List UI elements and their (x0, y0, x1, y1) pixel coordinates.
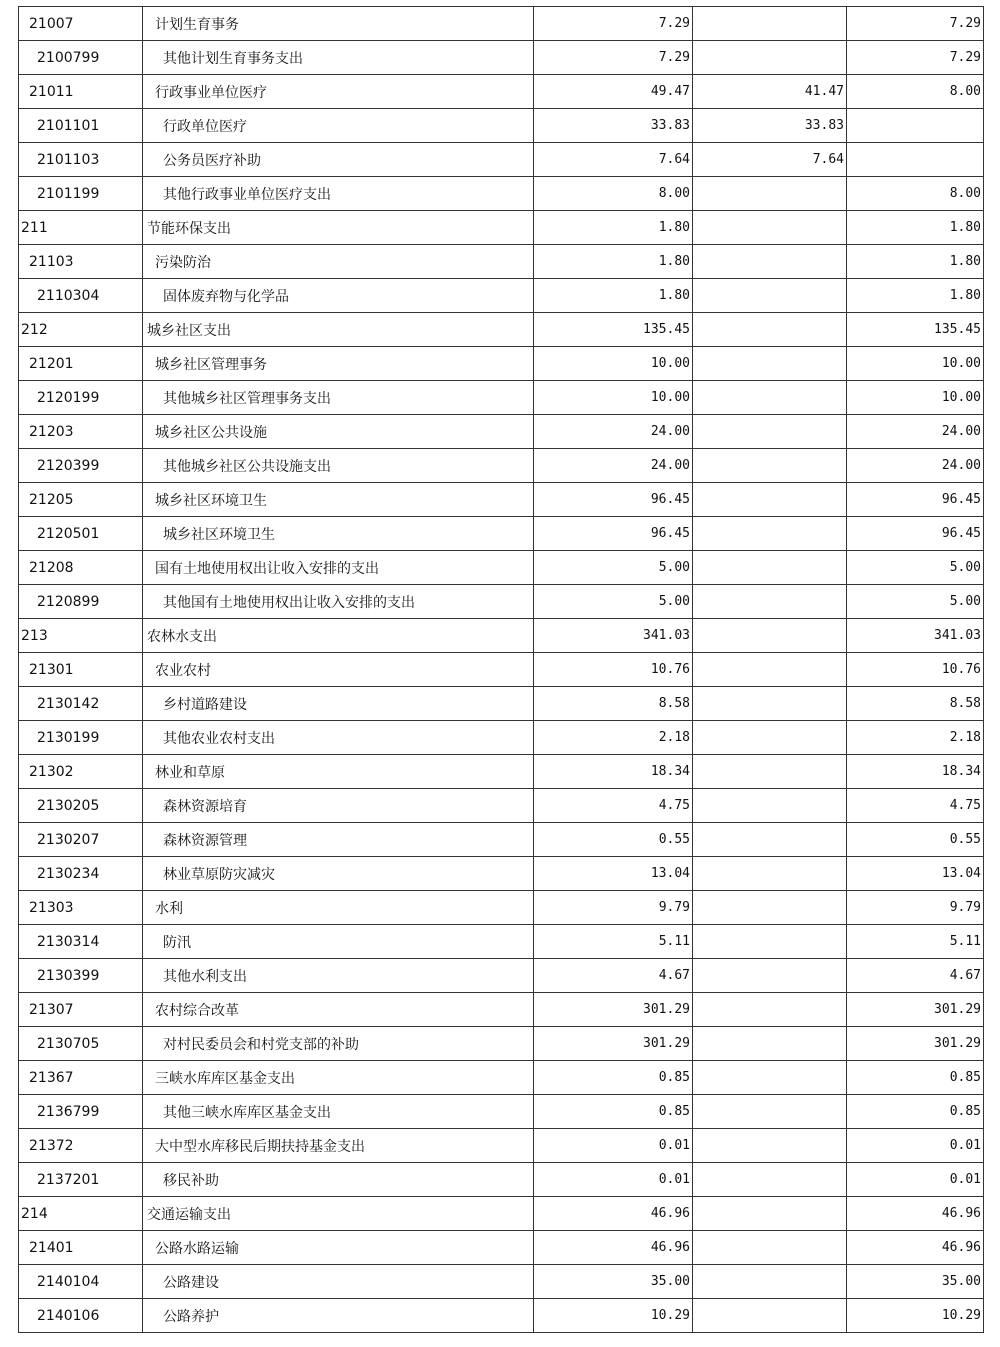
project-cell: 0.01 (847, 1129, 984, 1163)
code-cell: 2140106 (19, 1299, 143, 1333)
code-cell: 2130199 (19, 721, 143, 755)
name-cell: 公路养护 (143, 1299, 534, 1333)
name-cell: 农村综合改革 (143, 993, 534, 1027)
basic-cell: 33.83 (693, 109, 847, 143)
budget-table (18, 6, 984, 1333)
basic-cell (693, 551, 847, 585)
name-cell: 乡村道路建设 (143, 687, 534, 721)
project-cell: 1.80 (847, 211, 984, 245)
table-row (19, 959, 984, 993)
basic-cell (693, 245, 847, 279)
basic-cell (693, 177, 847, 211)
basic-cell (693, 857, 847, 891)
basic-cell (693, 585, 847, 619)
project-cell: 13.04 (847, 857, 984, 891)
project-cell: 1.80 (847, 279, 984, 313)
total-cell: 0.85 (534, 1061, 693, 1095)
table-row (19, 177, 984, 211)
name-cell: 大中型水库移民后期扶持基金支出 (143, 1129, 534, 1163)
name-cell: 林业草原防灾减灾 (143, 857, 534, 891)
total-cell: 1.80 (534, 245, 693, 279)
basic-cell (693, 1095, 847, 1129)
basic-cell (693, 687, 847, 721)
project-cell: 10.76 (847, 653, 984, 687)
total-cell: 4.67 (534, 959, 693, 993)
name-cell: 其他水利支出 (143, 959, 534, 993)
table-row (19, 789, 984, 823)
project-cell: 10.29 (847, 1299, 984, 1333)
code-cell: 2101199 (19, 177, 143, 211)
basic-cell (693, 7, 847, 41)
table-row (19, 1027, 984, 1061)
total-cell: 18.34 (534, 755, 693, 789)
name-cell: 污染防治 (143, 245, 534, 279)
table-row (19, 517, 984, 551)
basic-cell (693, 619, 847, 653)
code-cell: 21302 (19, 755, 143, 789)
project-cell: 1.80 (847, 245, 984, 279)
code-cell: 2130314 (19, 925, 143, 959)
basic-cell (693, 1197, 847, 1231)
name-cell: 固体废弃物与化学品 (143, 279, 534, 313)
total-cell: 49.47 (534, 75, 693, 109)
code-cell: 2100799 (19, 41, 143, 75)
total-cell: 46.96 (534, 1197, 693, 1231)
basic-cell (693, 925, 847, 959)
total-cell: 46.96 (534, 1231, 693, 1265)
table-row (19, 551, 984, 585)
project-cell: 24.00 (847, 415, 984, 449)
total-cell: 0.85 (534, 1095, 693, 1129)
total-cell: 301.29 (534, 993, 693, 1027)
project-cell: 7.29 (847, 7, 984, 41)
table-row (19, 1129, 984, 1163)
name-cell: 交通运输支出 (143, 1197, 534, 1231)
project-cell (847, 109, 984, 143)
basic-cell (693, 959, 847, 993)
table-row (19, 721, 984, 755)
code-cell: 21201 (19, 347, 143, 381)
name-cell: 国有土地使用权出让收入安排的支出 (143, 551, 534, 585)
total-cell: 13.04 (534, 857, 693, 891)
total-cell: 0.01 (534, 1163, 693, 1197)
table-row (19, 993, 984, 1027)
total-cell: 10.76 (534, 653, 693, 687)
total-cell: 5.00 (534, 551, 693, 585)
code-cell: 214 (19, 1197, 143, 1231)
name-cell: 其他城乡社区管理事务支出 (143, 381, 534, 415)
total-cell: 24.00 (534, 415, 693, 449)
basic-cell (693, 279, 847, 313)
basic-cell (693, 1231, 847, 1265)
basic-cell (693, 789, 847, 823)
basic-cell: 7.64 (693, 143, 847, 177)
code-cell: 2101103 (19, 143, 143, 177)
name-cell: 城乡社区管理事务 (143, 347, 534, 381)
name-cell: 计划生育事务 (143, 7, 534, 41)
code-cell: 2130207 (19, 823, 143, 857)
project-cell: 9.79 (847, 891, 984, 925)
table-row (19, 41, 984, 75)
table-row (19, 1163, 984, 1197)
name-cell: 移民补助 (143, 1163, 534, 1197)
total-cell: 301.29 (534, 1027, 693, 1061)
name-cell: 公路水路运输 (143, 1231, 534, 1265)
code-cell: 21011 (19, 75, 143, 109)
project-cell: 0.85 (847, 1095, 984, 1129)
name-cell: 城乡社区环境卫生 (143, 483, 534, 517)
project-cell: 35.00 (847, 1265, 984, 1299)
project-cell: 96.45 (847, 517, 984, 551)
table-row (19, 1061, 984, 1095)
code-cell: 212 (19, 313, 143, 347)
name-cell: 其他国有土地使用权出让收入安排的支出 (143, 585, 534, 619)
project-cell: 135.45 (847, 313, 984, 347)
budget-table-body (19, 7, 984, 1333)
table-row (19, 891, 984, 925)
code-cell: 21301 (19, 653, 143, 687)
total-cell: 4.75 (534, 789, 693, 823)
code-cell: 21307 (19, 993, 143, 1027)
name-cell: 农林水支出 (143, 619, 534, 653)
total-cell: 341.03 (534, 619, 693, 653)
total-cell: 8.58 (534, 687, 693, 721)
table-row (19, 1265, 984, 1299)
name-cell: 其他三峡水库库区基金支出 (143, 1095, 534, 1129)
table-row (19, 245, 984, 279)
code-cell: 2137201 (19, 1163, 143, 1197)
table-row (19, 755, 984, 789)
project-cell: 301.29 (847, 993, 984, 1027)
table-row (19, 1231, 984, 1265)
total-cell: 7.29 (534, 7, 693, 41)
total-cell: 9.79 (534, 891, 693, 925)
basic-cell (693, 1027, 847, 1061)
code-cell: 2130705 (19, 1027, 143, 1061)
code-cell: 21303 (19, 891, 143, 925)
table-row (19, 925, 984, 959)
total-cell: 135.45 (534, 313, 693, 347)
table-row (19, 619, 984, 653)
name-cell: 城乡社区公共设施 (143, 415, 534, 449)
basic-cell (693, 721, 847, 755)
table-row (19, 279, 984, 313)
name-cell: 林业和草原 (143, 755, 534, 789)
total-cell: 10.29 (534, 1299, 693, 1333)
project-cell: 0.85 (847, 1061, 984, 1095)
code-cell: 2130205 (19, 789, 143, 823)
total-cell: 0.01 (534, 1129, 693, 1163)
table-row (19, 313, 984, 347)
code-cell: 211 (19, 211, 143, 245)
table-row (19, 109, 984, 143)
name-cell: 公路建设 (143, 1265, 534, 1299)
table-row (19, 7, 984, 41)
code-cell: 21103 (19, 245, 143, 279)
project-cell: 8.00 (847, 177, 984, 211)
table-row (19, 823, 984, 857)
code-cell: 213 (19, 619, 143, 653)
code-cell: 21007 (19, 7, 143, 41)
code-cell: 21208 (19, 551, 143, 585)
name-cell: 公务员医疗补助 (143, 143, 534, 177)
name-cell: 水利 (143, 891, 534, 925)
total-cell: 0.55 (534, 823, 693, 857)
table-row (19, 483, 984, 517)
name-cell: 防汛 (143, 925, 534, 959)
total-cell: 2.18 (534, 721, 693, 755)
code-cell: 2130234 (19, 857, 143, 891)
code-cell: 2110304 (19, 279, 143, 313)
basic-cell (693, 313, 847, 347)
total-cell: 1.80 (534, 211, 693, 245)
basic-cell (693, 755, 847, 789)
total-cell: 7.64 (534, 143, 693, 177)
project-cell: 5.00 (847, 551, 984, 585)
name-cell: 三峡水库库区基金支出 (143, 1061, 534, 1095)
name-cell: 对村民委员会和村党支部的补助 (143, 1027, 534, 1061)
code-cell: 2130142 (19, 687, 143, 721)
name-cell: 森林资源管理 (143, 823, 534, 857)
project-cell: 18.34 (847, 755, 984, 789)
code-cell: 21372 (19, 1129, 143, 1163)
project-cell: 10.00 (847, 347, 984, 381)
table-row (19, 653, 984, 687)
name-cell: 行政事业单位医疗 (143, 75, 534, 109)
table-row (19, 1197, 984, 1231)
project-cell: 301.29 (847, 1027, 984, 1061)
total-cell: 10.00 (534, 347, 693, 381)
table-row (19, 857, 984, 891)
table-row (19, 143, 984, 177)
project-cell: 8.58 (847, 687, 984, 721)
basic-cell (693, 415, 847, 449)
project-cell (847, 143, 984, 177)
name-cell: 城乡社区环境卫生 (143, 517, 534, 551)
project-cell: 4.75 (847, 789, 984, 823)
basic-cell (693, 1265, 847, 1299)
total-cell: 35.00 (534, 1265, 693, 1299)
code-cell: 2130399 (19, 959, 143, 993)
name-cell: 其他农业农村支出 (143, 721, 534, 755)
code-cell: 2140104 (19, 1265, 143, 1299)
project-cell: 8.00 (847, 75, 984, 109)
name-cell: 城乡社区支出 (143, 313, 534, 347)
name-cell: 其他行政事业单位医疗支出 (143, 177, 534, 211)
project-cell: 5.00 (847, 585, 984, 619)
basic-cell (693, 347, 847, 381)
basic-cell (693, 823, 847, 857)
table-row (19, 687, 984, 721)
project-cell: 0.01 (847, 1163, 984, 1197)
project-cell: 24.00 (847, 449, 984, 483)
code-cell: 21203 (19, 415, 143, 449)
table-row (19, 415, 984, 449)
total-cell: 1.80 (534, 279, 693, 313)
table-row (19, 1299, 984, 1333)
project-cell: 2.18 (847, 721, 984, 755)
total-cell: 96.45 (534, 483, 693, 517)
total-cell: 8.00 (534, 177, 693, 211)
basic-cell (693, 1299, 847, 1333)
project-cell: 46.96 (847, 1231, 984, 1265)
name-cell: 行政单位医疗 (143, 109, 534, 143)
table-row (19, 347, 984, 381)
total-cell: 5.11 (534, 925, 693, 959)
code-cell: 2120399 (19, 449, 143, 483)
total-cell: 7.29 (534, 41, 693, 75)
basic-cell (693, 1163, 847, 1197)
basic-cell (693, 41, 847, 75)
basic-cell (693, 1129, 847, 1163)
total-cell: 10.00 (534, 381, 693, 415)
total-cell: 24.00 (534, 449, 693, 483)
code-cell: 2136799 (19, 1095, 143, 1129)
table-row (19, 585, 984, 619)
code-cell: 21367 (19, 1061, 143, 1095)
code-cell: 21401 (19, 1231, 143, 1265)
code-cell: 2101101 (19, 109, 143, 143)
table-row (19, 449, 984, 483)
project-cell: 341.03 (847, 619, 984, 653)
name-cell: 森林资源培育 (143, 789, 534, 823)
project-cell: 46.96 (847, 1197, 984, 1231)
name-cell: 其他计划生育事务支出 (143, 41, 534, 75)
total-cell: 5.00 (534, 585, 693, 619)
project-cell: 4.67 (847, 959, 984, 993)
code-cell: 2120899 (19, 585, 143, 619)
total-cell: 96.45 (534, 517, 693, 551)
basic-cell (693, 1061, 847, 1095)
code-cell: 21205 (19, 483, 143, 517)
project-cell: 0.55 (847, 823, 984, 857)
code-cell: 2120501 (19, 517, 143, 551)
table-row (19, 75, 984, 109)
project-cell: 10.00 (847, 381, 984, 415)
table-row (19, 1095, 984, 1129)
name-cell: 其他城乡社区公共设施支出 (143, 449, 534, 483)
basic-cell (693, 517, 847, 551)
basic-cell (693, 891, 847, 925)
total-cell: 33.83 (534, 109, 693, 143)
project-cell: 5.11 (847, 925, 984, 959)
project-cell: 7.29 (847, 41, 984, 75)
table-row (19, 211, 984, 245)
basic-cell (693, 211, 847, 245)
project-cell: 96.45 (847, 483, 984, 517)
basic-cell (693, 993, 847, 1027)
basic-cell (693, 653, 847, 687)
basic-cell (693, 381, 847, 415)
basic-cell: 41.47 (693, 75, 847, 109)
basic-cell (693, 449, 847, 483)
name-cell: 农业农村 (143, 653, 534, 687)
table-row (19, 381, 984, 415)
code-cell: 2120199 (19, 381, 143, 415)
basic-cell (693, 483, 847, 517)
name-cell: 节能环保支出 (143, 211, 534, 245)
